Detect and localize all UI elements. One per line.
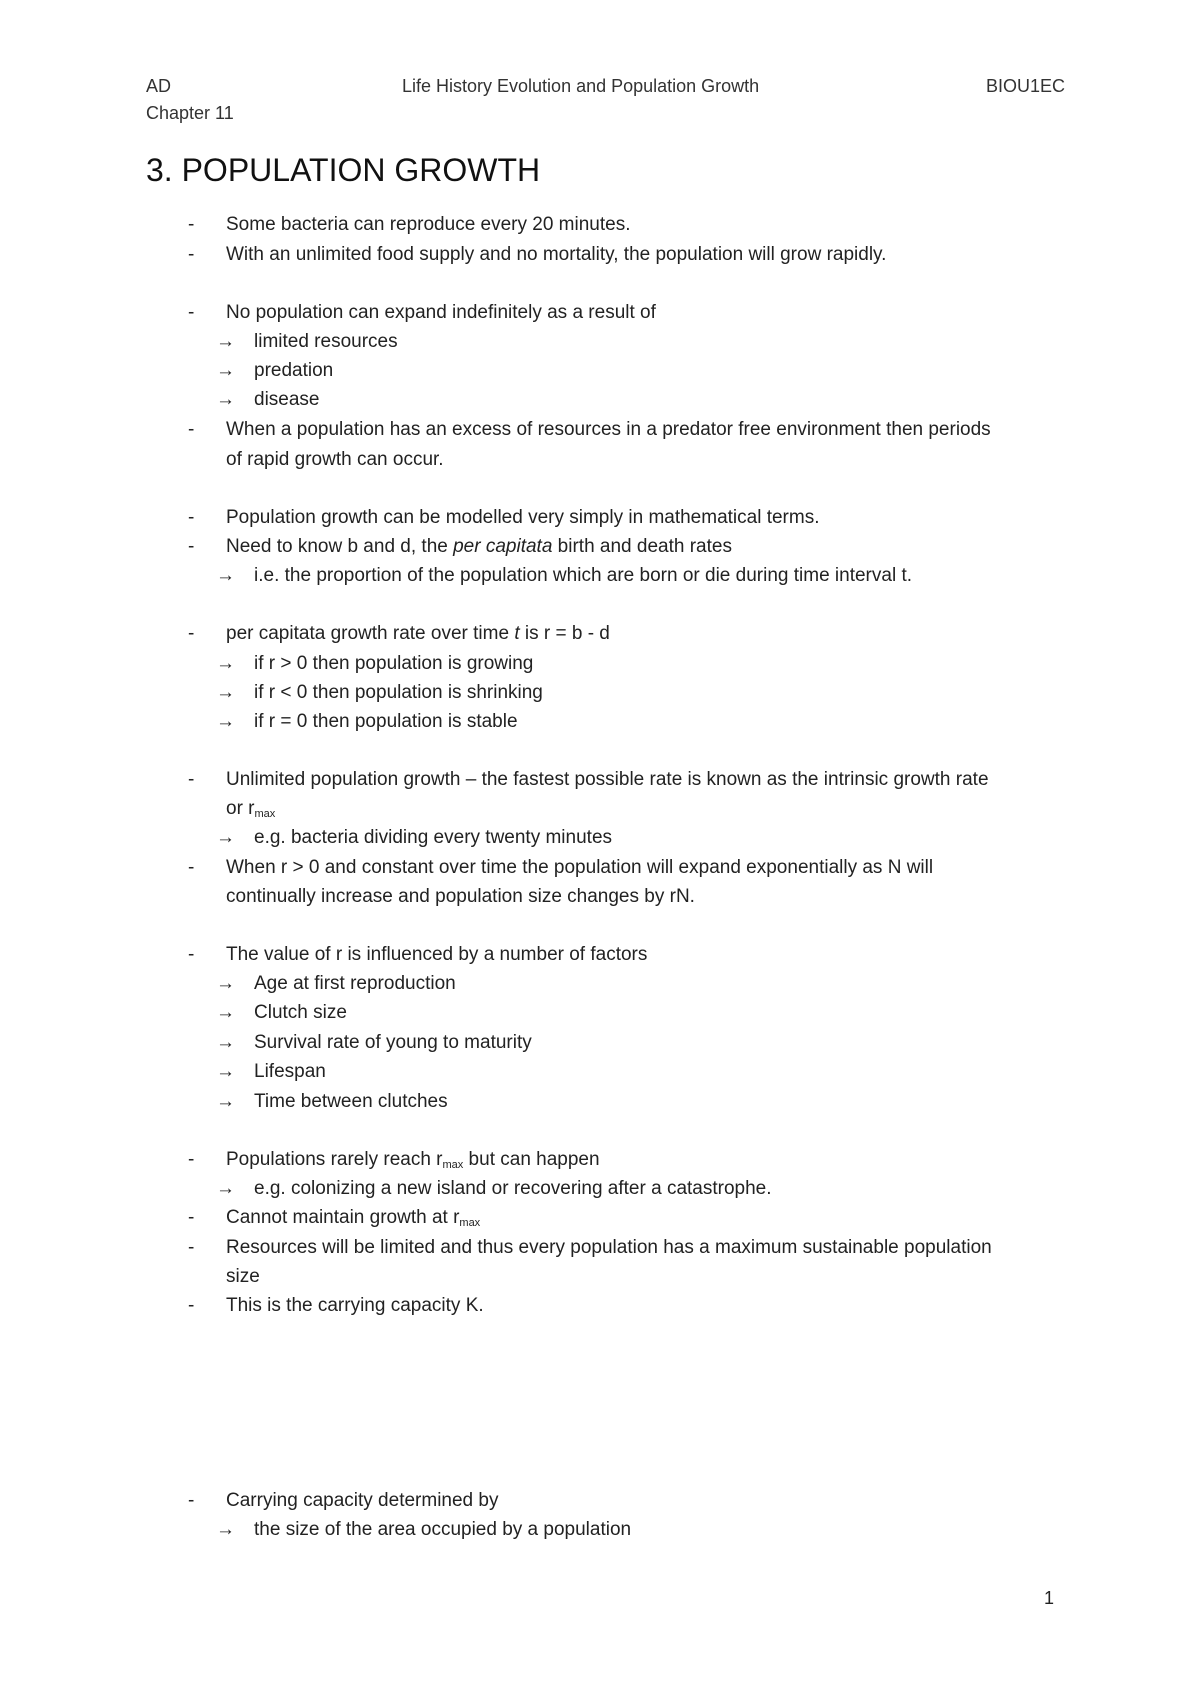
arrow-icon: →: [216, 1091, 235, 1112]
continuation-line: of rapid growth can occur.: [226, 449, 444, 470]
continuation-line: or $r_{max}$: [226, 798, 276, 820]
arrow-icon: →: [216, 360, 235, 381]
arrow-icon: →: [216, 331, 235, 352]
header-chapter: Chapter 11: [146, 103, 234, 123]
header-initials: AD: [146, 76, 172, 96]
continuation-line: size: [226, 1266, 260, 1287]
continuation-line: continually increase and population size changes by rN.: [226, 886, 695, 907]
arrow-icon: →: [216, 1519, 235, 1540]
arrow-icon: →: [216, 653, 235, 674]
arrow-icon: →: [216, 1032, 235, 1053]
arrow-icon: →: [216, 1061, 235, 1082]
arrow-icon: →: [216, 711, 235, 732]
document-page: AD Life History Evolution and Population Growth BIOU1EC Chapter 11 3. POPULATION GROWTH - Some bacteria can reproduce every 20 minutes. - With an unlimited food supply and no mortality, the population will grow rapidly. - No population can expand indefinitely as a result of → limited resources → predation → disease - When a population has an excess of resources in a predator free environment then periods of rapid growth can occur. - Population growth can be modelled very simply in mathematical terms. - Need to know b and d, the per capitata birth and death rates → i.e. the proportion of the population which are born or die during time interval t. - per capitata growth rate over time t is r = b - d → if r > 0 then population is growing → if r < 0 then population is shrinking → if r = 0 then population is stable - Unlimited population growth – the fastest possible rate is known as the intrinsic growth rate or $r_{max}$ → e.g. bacteria dividing every twenty minutes - When r > 0 and constant over time the population will expand exponentially as N will continually increase and population size changes by rN. - The value of r is influenced by a number of factors → Age at first reproduction → Clutch size → Survival rate of young to maturity → Lifespan → Time between clutches - Populations rarely reach $r_{max}$ but can happen → e.g. colonizing a new island or recovering after a catastrophe. - Cannot maintain growth at $r_{max}$ - Resources will be limited and thus every population has a maximum sustainable population size - This is the carrying capacity K. - Carrying capacity determined by → the size of the area occupied by a population 1: [0, 0, 1200, 1698]
page-number: 1: [1044, 1588, 1055, 1608]
arrow-icon: →: [216, 827, 235, 848]
header-course-code: BIOU1EC: [986, 76, 1066, 96]
arrow-icon: →: [216, 1002, 235, 1023]
arrow-icon: →: [216, 1178, 235, 1199]
arrow-icon: →: [216, 565, 235, 586]
section-title: 3. POPULATION GROWTH: [146, 152, 541, 188]
arrow-icon: →: [216, 973, 235, 994]
arrow-icon: →: [216, 389, 235, 410]
arrow-icon: →: [216, 682, 235, 703]
header-title: Life History Evolution and Population Growth: [402, 76, 760, 96]
